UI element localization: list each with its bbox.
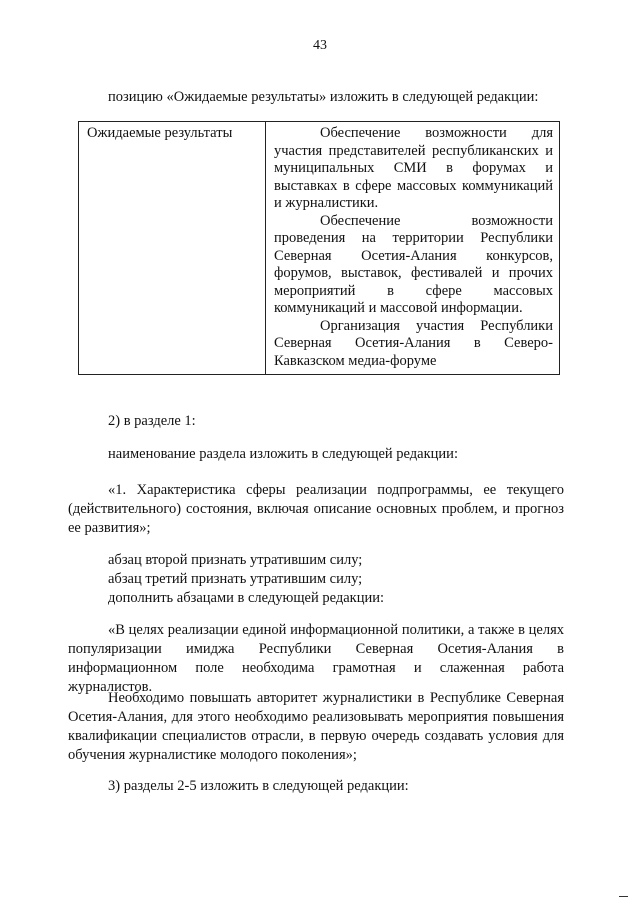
results-paragraph-2: Обеспечение возможности проведения на территории Республики Северная Осетия-Алания конкурсов, форумов, выставок, фестивалей и прочих мероприятий в сфере массовых коммуникаций и массовой информации. bbox=[274, 212, 553, 316]
action-line-2: абзац третий признать утратившим силу; bbox=[108, 571, 363, 587]
new-paragraph-1: «В целях реализации единой информационной политики, а также в целях популяризации имиджа Республики Северная Осетия-Алания в информационном поле необходима грамотная и слаженная работа журналистов. bbox=[68, 622, 564, 695]
page-number: 43 bbox=[313, 38, 327, 53]
results-paragraph-1: Обеспечение возможности для участия представителей республиканских и муниципальных СМИ в форумах и выставках в сфере массовых коммуникаций и журналистики. bbox=[274, 125, 553, 211]
section-title: «1. Характеристика сферы реализации подпрограммы, ее текущего (действительного) состояния, включая описание основных проблем, и прогноз ее развития»; bbox=[68, 482, 564, 536]
table-label-cell bbox=[79, 122, 266, 375]
table-content-cell bbox=[266, 122, 560, 375]
action-line-3: дополнить абзацами в следующей редакции: bbox=[108, 590, 385, 606]
intro-line: позицию «Ожидаемые результаты» изложить в следующей редакции: bbox=[108, 89, 539, 105]
rename-line: наименование раздела изложить в следующей редакции: bbox=[108, 446, 458, 462]
expected-results-table bbox=[78, 121, 560, 375]
item-2: 2) в разделе 1: bbox=[108, 413, 196, 429]
table-label: Ожидаемые результаты bbox=[87, 125, 233, 141]
edge-mark bbox=[619, 896, 628, 897]
new-paragraph-2: Необходимо повышать авторитет журналистики в Республике Северная Осетия-Алания, для этого необходимо реализовывать мероприятия повышения квалификации специалистов отрасли, в первую очередь создавать условия для обучения журналистике молодого поколения»; bbox=[68, 690, 564, 763]
item-3: 3) разделы 2-5 изложить в следующей редакции: bbox=[108, 778, 409, 794]
action-line-1: абзац второй признать утратившим силу; bbox=[108, 552, 363, 568]
results-paragraph-3: Организация участия Республики Северная Осетия-Алания в Северо-Кавказском медиа-форуме bbox=[274, 317, 553, 369]
table-row bbox=[79, 122, 560, 375]
